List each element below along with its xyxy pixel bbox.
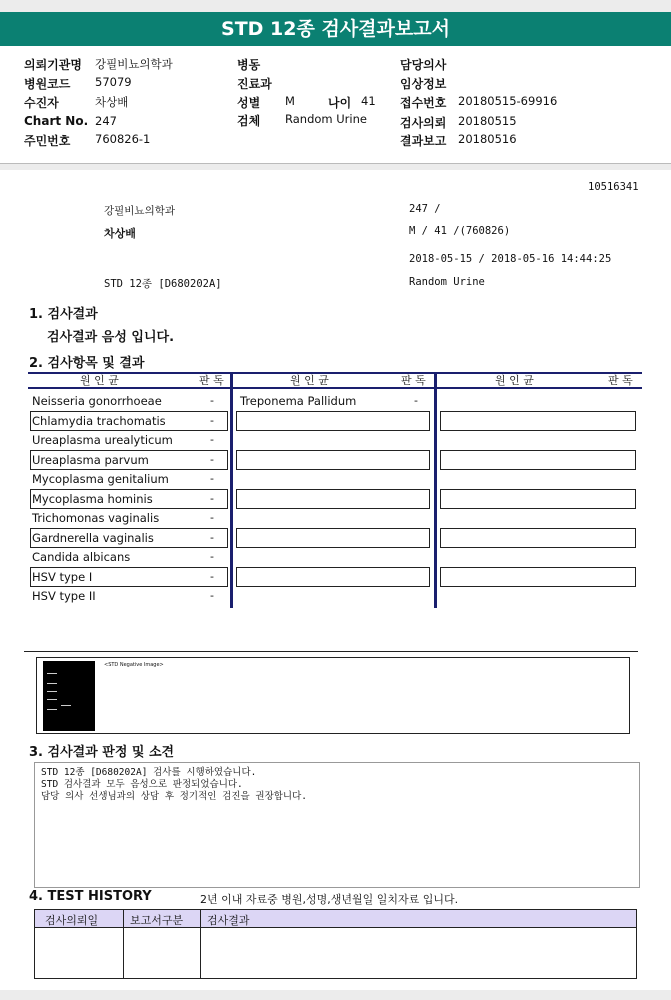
pathogen-result: - [210,589,214,602]
sheet-patient: 차상배 [104,227,136,240]
opinion-line: STD 12종 [D680202A] 검사를 시행하였습니다. [41,767,257,778]
pathogen-result: - [210,511,214,524]
result-row-box [440,567,636,587]
history-col-result: 검사결과 [207,914,250,927]
report-label: 결과보고 [400,134,447,148]
dept-label: 진료과 [237,77,272,91]
pathogen-result: - [414,394,418,407]
result-row-box [236,450,430,470]
pathogen-name: Treponema Pallidum [240,394,357,408]
pathogen-result: - [210,530,214,544]
history-col-request: 검사의뢰일 [45,914,99,927]
gel-band [47,691,57,692]
image-rule [24,651,638,652]
chart-value: 247 [95,114,117,128]
history-note: 2년 이내 자료중 병원,성명,생년월일 일치자료 입니다. [200,893,459,906]
report-header [0,46,671,164]
opinion-line: STD 검사결과 모두 음성으로 판정되었습니다. [41,779,243,790]
result-row-box [236,567,430,587]
section4-heading: 4. TEST HISTORY [29,889,152,904]
doc-number: 10516341 [588,181,639,193]
col-head-judge-3: 판 독 [608,374,633,387]
pathogen-name: Trichomonas vaginalis [32,511,160,525]
doctor-label: 담당의사 [400,58,447,72]
col-head-judge-2: 판 독 [401,374,426,387]
age-value: 41 [361,94,376,108]
gel-band [61,705,71,706]
pathogen-name: Mycoplasma hominis [32,491,153,506]
opinion-line: 담당 의사 선생님과의 상담 후 정기적인 검진을 권장합니다. [41,791,308,802]
id-label: 주민번호 [24,134,71,148]
opinion-box [34,762,640,888]
age-label: 나이 [328,96,352,110]
pathogen-result: - [210,413,214,427]
specimen-value: Random Urine [285,112,367,126]
section1-result: 검사결과 음성 입니다. [47,330,175,345]
sheet-clinic: 강필비뇨의학과 [104,205,176,217]
pathogen-name: Ureaplasma urealyticum [32,433,173,447]
history-col-type: 보고서구분 [130,914,184,927]
receipt-value: 20180515-69916 [458,94,558,108]
history-col-divider [123,910,124,978]
column-divider-1 [230,372,233,608]
patient-value: 차상배 [95,95,129,109]
pathogen-name: Ureaplasma parvum [32,452,149,467]
pathogen-result: - [210,491,214,505]
pathogen-name: Neisseria gonorrhoeae [32,394,162,408]
gel-image [43,661,95,731]
col-head-judge-1: 판 독 [199,374,224,387]
history-col-divider [200,910,201,978]
clinical-label: 임상정보 [400,77,447,91]
report-value: 20180516 [458,132,517,146]
pathogen-result: - [210,569,214,583]
result-row-box [236,528,430,548]
result-table [28,372,642,608]
receipt-label: 접수번호 [400,96,447,110]
pathogen-result: - [210,452,214,466]
pathogen-result: - [210,433,214,446]
inst-value: 강필비뇨의학과 [95,57,173,71]
gel-band [47,709,57,710]
pathogen-name: Candida albicans [32,550,131,564]
col-head-pathogen-2: 원 인 균 [290,374,329,387]
table-top-rule [28,372,642,374]
sheet-chart: 247 / [409,203,441,215]
report-title: STD 12종 검사결과보고서 [0,12,671,46]
chart-label: Chart No. [24,114,89,128]
sheet-test-code: STD 12종 [D680202A] [104,278,222,290]
specimen-label: 검체 [237,114,261,128]
result-row-box [440,411,636,431]
result-row-box [440,489,636,509]
col-head-pathogen-1: 원 인 균 [80,374,119,387]
request-label: 검사의뢰 [400,116,447,130]
sex-value: M [285,94,295,108]
pathogen-name: Mycoplasma genitalium [32,472,169,486]
result-row-box [440,528,636,548]
col-head-pathogen-3: 원 인 균 [495,374,534,387]
hosp-value: 57079 [95,75,132,89]
pathogen-name: HSV type II [32,589,96,603]
sex-label: 성별 [237,96,261,110]
history-table [34,909,637,979]
result-row-box [236,489,430,509]
section3-heading: 3. 검사결과 판정 및 소견 [29,745,175,760]
pathogen-name: HSV type I [32,569,93,584]
pathogen-result: - [210,472,214,485]
gel-band [47,673,57,674]
request-value: 20180515 [458,114,517,128]
history-header-row [35,910,636,928]
result-row-box [440,450,636,470]
pathogen-result: - [210,550,214,563]
ward-label: 병동 [237,58,261,72]
sheet-specimen: Random Urine [409,276,485,288]
pathogen-name: Gardnerella vaginalis [32,530,154,545]
pathogen-name: Chlamydia trachomatis [32,413,166,428]
section1-heading: 1. 검사결과 [29,307,98,322]
gel-caption: <STD Negative Image> [104,662,164,668]
inst-label: 의뢰기관명 [24,58,82,72]
sheet-dates: 2018-05-15 / 2018-05-16 14:44:25 [409,253,612,265]
pathogen-result: - [210,394,214,407]
gel-band [47,683,57,684]
gel-band [47,699,57,700]
table-header-rule [28,387,642,389]
result-row-box [236,411,430,431]
section2-heading: 2. 검사항목 및 결과 [29,356,145,371]
patient-label: 수진자 [24,96,59,110]
hosp-label: 병원코드 [24,77,71,91]
gel-image-box [36,657,630,734]
sheet-sex-age: M / 41 /(760826) [409,225,511,237]
id-value: 760826-1 [95,132,151,146]
column-divider-2 [434,372,437,608]
report-sheet [0,170,671,990]
